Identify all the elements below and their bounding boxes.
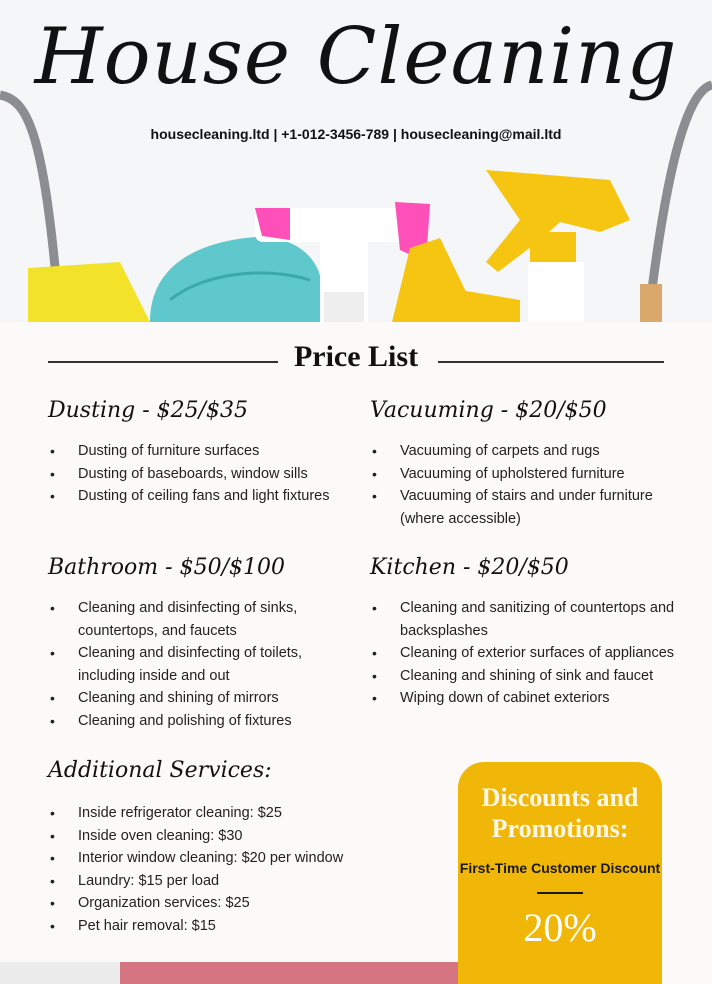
list-item: • Dusting of ceiling fans and light fixtures (48, 485, 338, 508)
service-list (370, 597, 675, 710)
promo-subtitle: First-Time Customer Discount (459, 860, 661, 876)
list-item: • Interior window cleaning: $20 per window (48, 847, 428, 870)
promo-title: Discounts and Promotions: (481, 783, 639, 843)
service-list (48, 440, 338, 508)
service-title: Bathroom - $50/$100 (48, 555, 285, 580)
list-item: • Organization services: $25 (48, 892, 428, 915)
service-title: Kitchen - $20/$50 (370, 555, 569, 580)
list-item: • Dusting of furniture surfaces (48, 440, 338, 463)
additional-title: Additional Services: (48, 758, 272, 783)
list-item: • Vacuuming of carpets and rugs (370, 440, 675, 463)
list-item: • Cleaning of exterior surfaces of appliances (370, 642, 675, 665)
list-item: • Wiping down of cabinet exteriors (370, 687, 675, 710)
additional-services (48, 758, 428, 937)
price-list-heading (48, 340, 664, 380)
list-item: • Cleaning and disinfecting of sinks, countertops, and faucets (48, 597, 338, 642)
list-item: • Vacuuming of upholstered furniture (370, 463, 675, 486)
service-list (48, 597, 338, 732)
list-item: • Vacuuming of stairs and under furniture (where accessible) (370, 485, 675, 530)
service-dusting (48, 398, 338, 508)
promo-divider (537, 892, 583, 894)
promo-card (458, 762, 662, 984)
list-item: • Pet hair removal: $15 (48, 915, 428, 938)
list-item: • Inside refrigerator cleaning: $25 (48, 802, 428, 825)
contact-info: housecleaning.ltd | +1-012-3456-789 | housecleaning@mail.ltd (150, 126, 562, 142)
service-title: Vacuuming - $20/$50 (370, 398, 607, 423)
price-list-label: Price List (293, 340, 419, 373)
divider-right (438, 361, 664, 363)
list-item: • Cleaning and shining of sink and faucet (370, 665, 675, 688)
service-vacuuming (370, 398, 675, 530)
list-item: • Cleaning and shining of mirrors (48, 687, 338, 710)
service-kitchen (370, 555, 675, 710)
additional-list (48, 802, 428, 937)
service-bathroom (48, 555, 338, 732)
list-item: • Cleaning and disinfecting of toilets, including inside and out (48, 642, 338, 687)
list-item: • Inside oven cleaning: $30 (48, 825, 428, 848)
service-title: Dusting - $25/$35 (48, 398, 249, 423)
service-list (370, 440, 675, 530)
promo-percent: 20% (523, 905, 597, 950)
page-title: House Cleaning (34, 12, 678, 102)
list-item: • Laundry: $15 per load (48, 870, 428, 893)
list-item: • Cleaning and sanitizing of countertops and backsplashes (370, 597, 675, 642)
list-item: • Cleaning and polishing of fixtures (48, 710, 338, 733)
list-item: • Dusting of baseboards, window sills (48, 463, 338, 486)
